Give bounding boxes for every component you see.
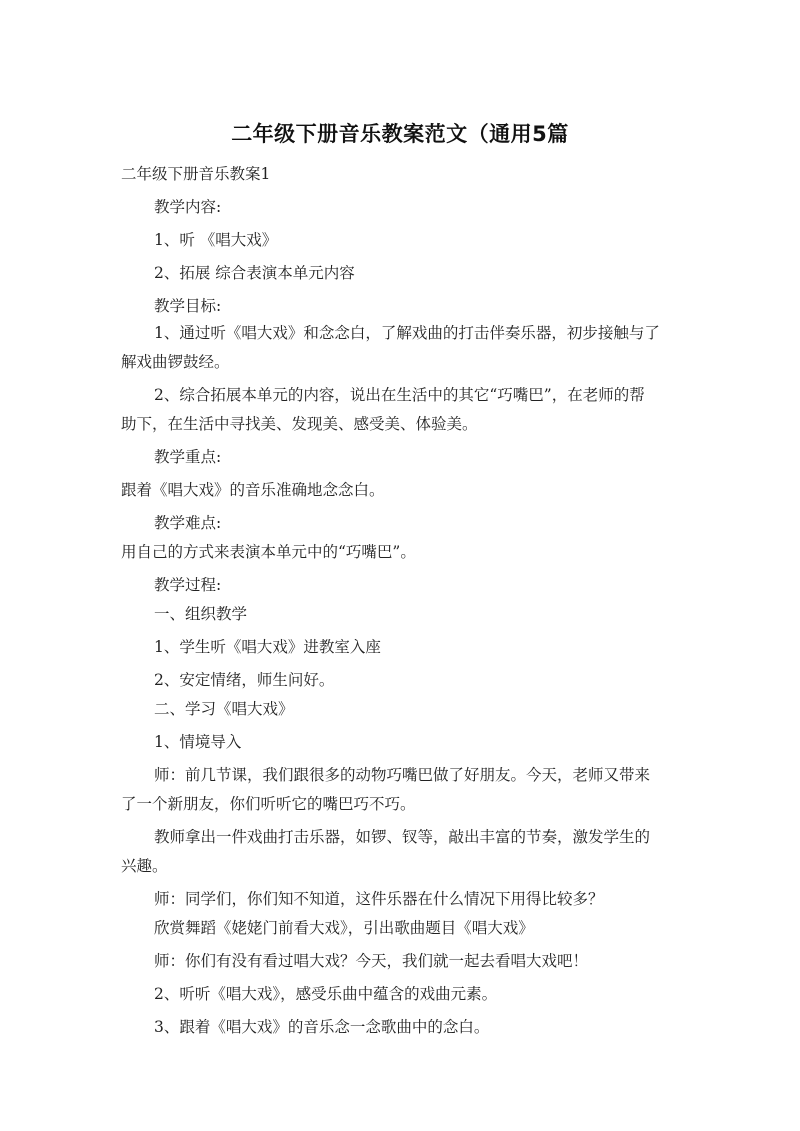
text-line: 教师拿出一件戏曲打击乐器，如锣、钗等，敲出丰富的节奏，激发学生的 <box>154 828 651 846</box>
text-line: 师：同学们，你们知不知道，这件乐器在什么情况下用得比较多？ <box>154 890 604 908</box>
section-heading: 二年级下册音乐教案1 <box>121 165 271 183</box>
text-line: 跟着《唱大戏》的音乐准确地念念白。 <box>121 481 385 499</box>
text-line: 2、安定情绪，师生问好。 <box>154 671 335 689</box>
text-line: 2、综合拓展本单元的内容，说出在生活中的其它“巧嘴巴”，在老师的帮 <box>154 386 645 404</box>
document-title: 二年级下册音乐教案范文（通用5篇 <box>231 122 569 146</box>
text-line: 教学过程: <box>154 576 222 594</box>
text-line: 用自己的方式来表演本单元中的“巧嘴巴”。 <box>121 543 416 561</box>
text-line: 欣赏舞蹈《姥姥门前看大戏》，引出歌曲题目《唱大戏》 <box>154 919 534 937</box>
text-line: 2、听听《唱大戏》，感受乐曲中蕴含的戏曲元素。 <box>154 985 498 1003</box>
text-line: 教学内容: <box>154 198 222 216</box>
text-line: 二、学习《唱大戏》 <box>154 700 294 718</box>
text-line: 教学重点: <box>154 448 222 466</box>
text-line: 教学难点: <box>154 514 222 532</box>
text-line: 兴趣。 <box>121 857 168 875</box>
text-line: 了一个新朋友，你们听听它的嘴巴巧不巧。 <box>121 795 416 813</box>
text-line: 1、学生听《唱大戏》进教室入座 <box>154 638 381 656</box>
text-line: 师：前几节课，我们跟很多的动物巧嘴巴做了好朋友。今天，老师又带来 <box>154 766 651 784</box>
text-line: 教学目标: <box>154 297 222 315</box>
text-line: 1、听 《唱大戏》 <box>154 231 278 249</box>
text-line: 2、拓展 综合表演本单元内容 <box>154 264 355 282</box>
text-line: 师：你们有没有看过唱大戏？今天，我们就一起去看唱大戏吧！ <box>154 952 589 970</box>
text-line: 1、情境导入 <box>154 733 242 751</box>
text-line: 一、组织教学 <box>154 605 248 623</box>
text-line: 助下，在生活中寻找美、发现美、感受美、体验美。 <box>121 415 478 433</box>
text-line: 解戏曲锣鼓经。 <box>121 353 230 371</box>
text-line: 3、跟着《唱大戏》的音乐念一念歌曲中的念白。 <box>154 1018 490 1036</box>
text-line: 1、通过听《唱大戏》和念念白，了解戏曲的打击伴奏乐器，初步接触与了 <box>154 324 660 342</box>
